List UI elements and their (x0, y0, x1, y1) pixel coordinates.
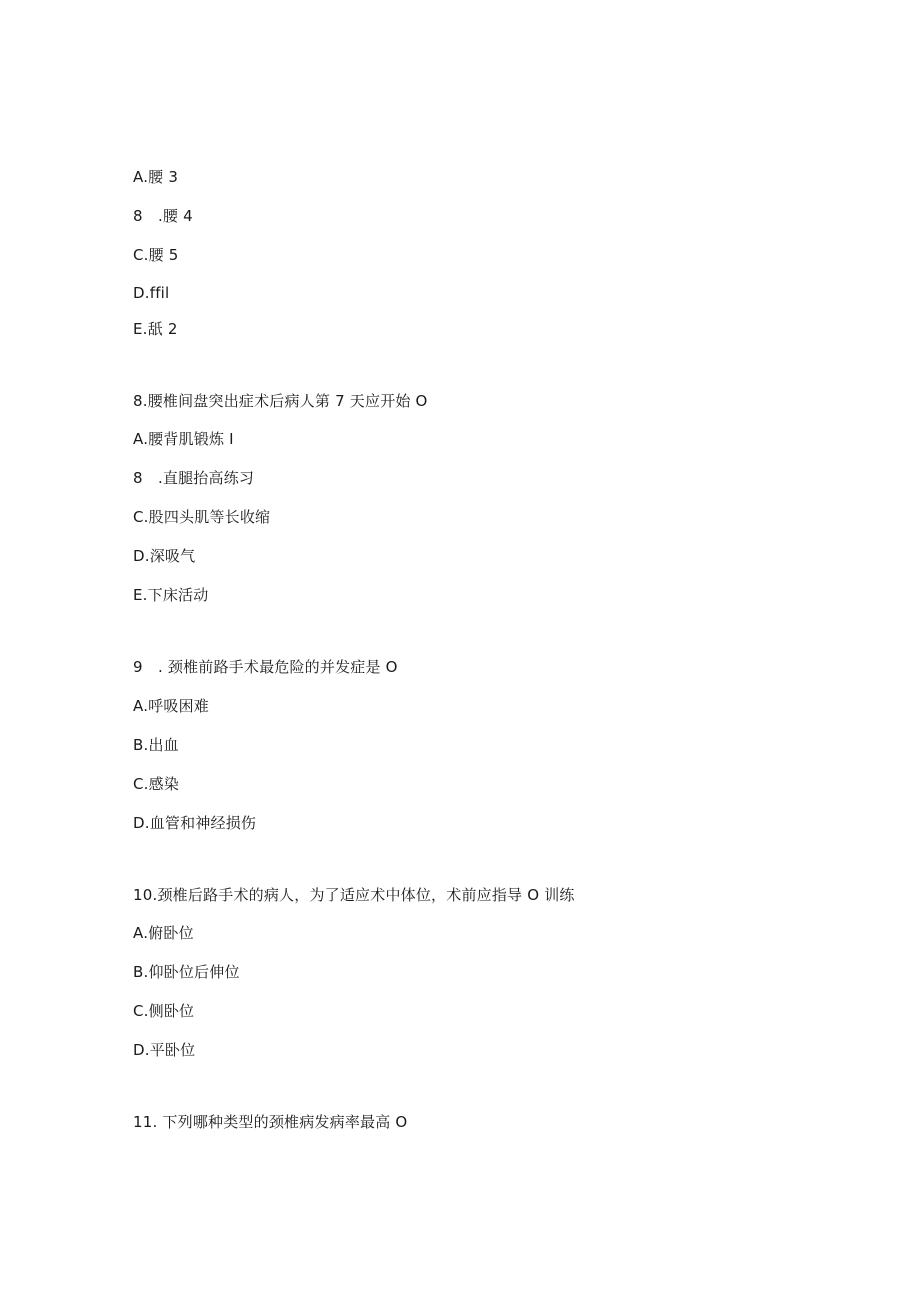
option-c-q10: C.侧卧位 (133, 1002, 195, 1020)
option-a-q10: A.俯卧位 (133, 924, 194, 942)
question-10: 10.颈椎后路手术的病人，为了适应术中体位，术前应指导 O 训练 (133, 886, 575, 904)
question-11: 11. 下列哪种类型的颈椎病发病率最高 O (133, 1113, 408, 1131)
option-b-q9: B.出血 (133, 736, 179, 754)
option-b-q8: 8 .直腿抬高练习 (133, 469, 255, 487)
option-b-q10: B.仰卧位后伸位 (133, 963, 240, 981)
option-a-q9: A.呼吸困难 (133, 697, 209, 715)
option-c-q7: C.腰 5 (133, 246, 179, 264)
option-c-q9: C.感染 (133, 775, 180, 793)
option-a-q8: A.腰背肌锻炼 I (133, 430, 234, 448)
option-d-q9: D.血管和神经损伤 (133, 814, 257, 832)
option-b-q7: 8 .腰 4 (133, 207, 193, 225)
option-d-q10: D.平卧位 (133, 1041, 196, 1059)
option-a-q7: A.腰 3 (133, 168, 179, 186)
option-d-q7: D.ffil (133, 284, 170, 302)
question-9: 9 . 颈椎前路手术最危险的并发症是 O (133, 658, 398, 676)
option-e-q8: E.下床活动 (133, 586, 209, 604)
question-8: 8.腰椎间盘突出症术后病人第 7 天应开始 O (133, 392, 428, 410)
option-e-q7: E.舐 2 (133, 320, 178, 338)
option-c-q8: C.股四头肌等长收缩 (133, 508, 271, 526)
option-d-q8: D.深吸气 (133, 547, 196, 565)
